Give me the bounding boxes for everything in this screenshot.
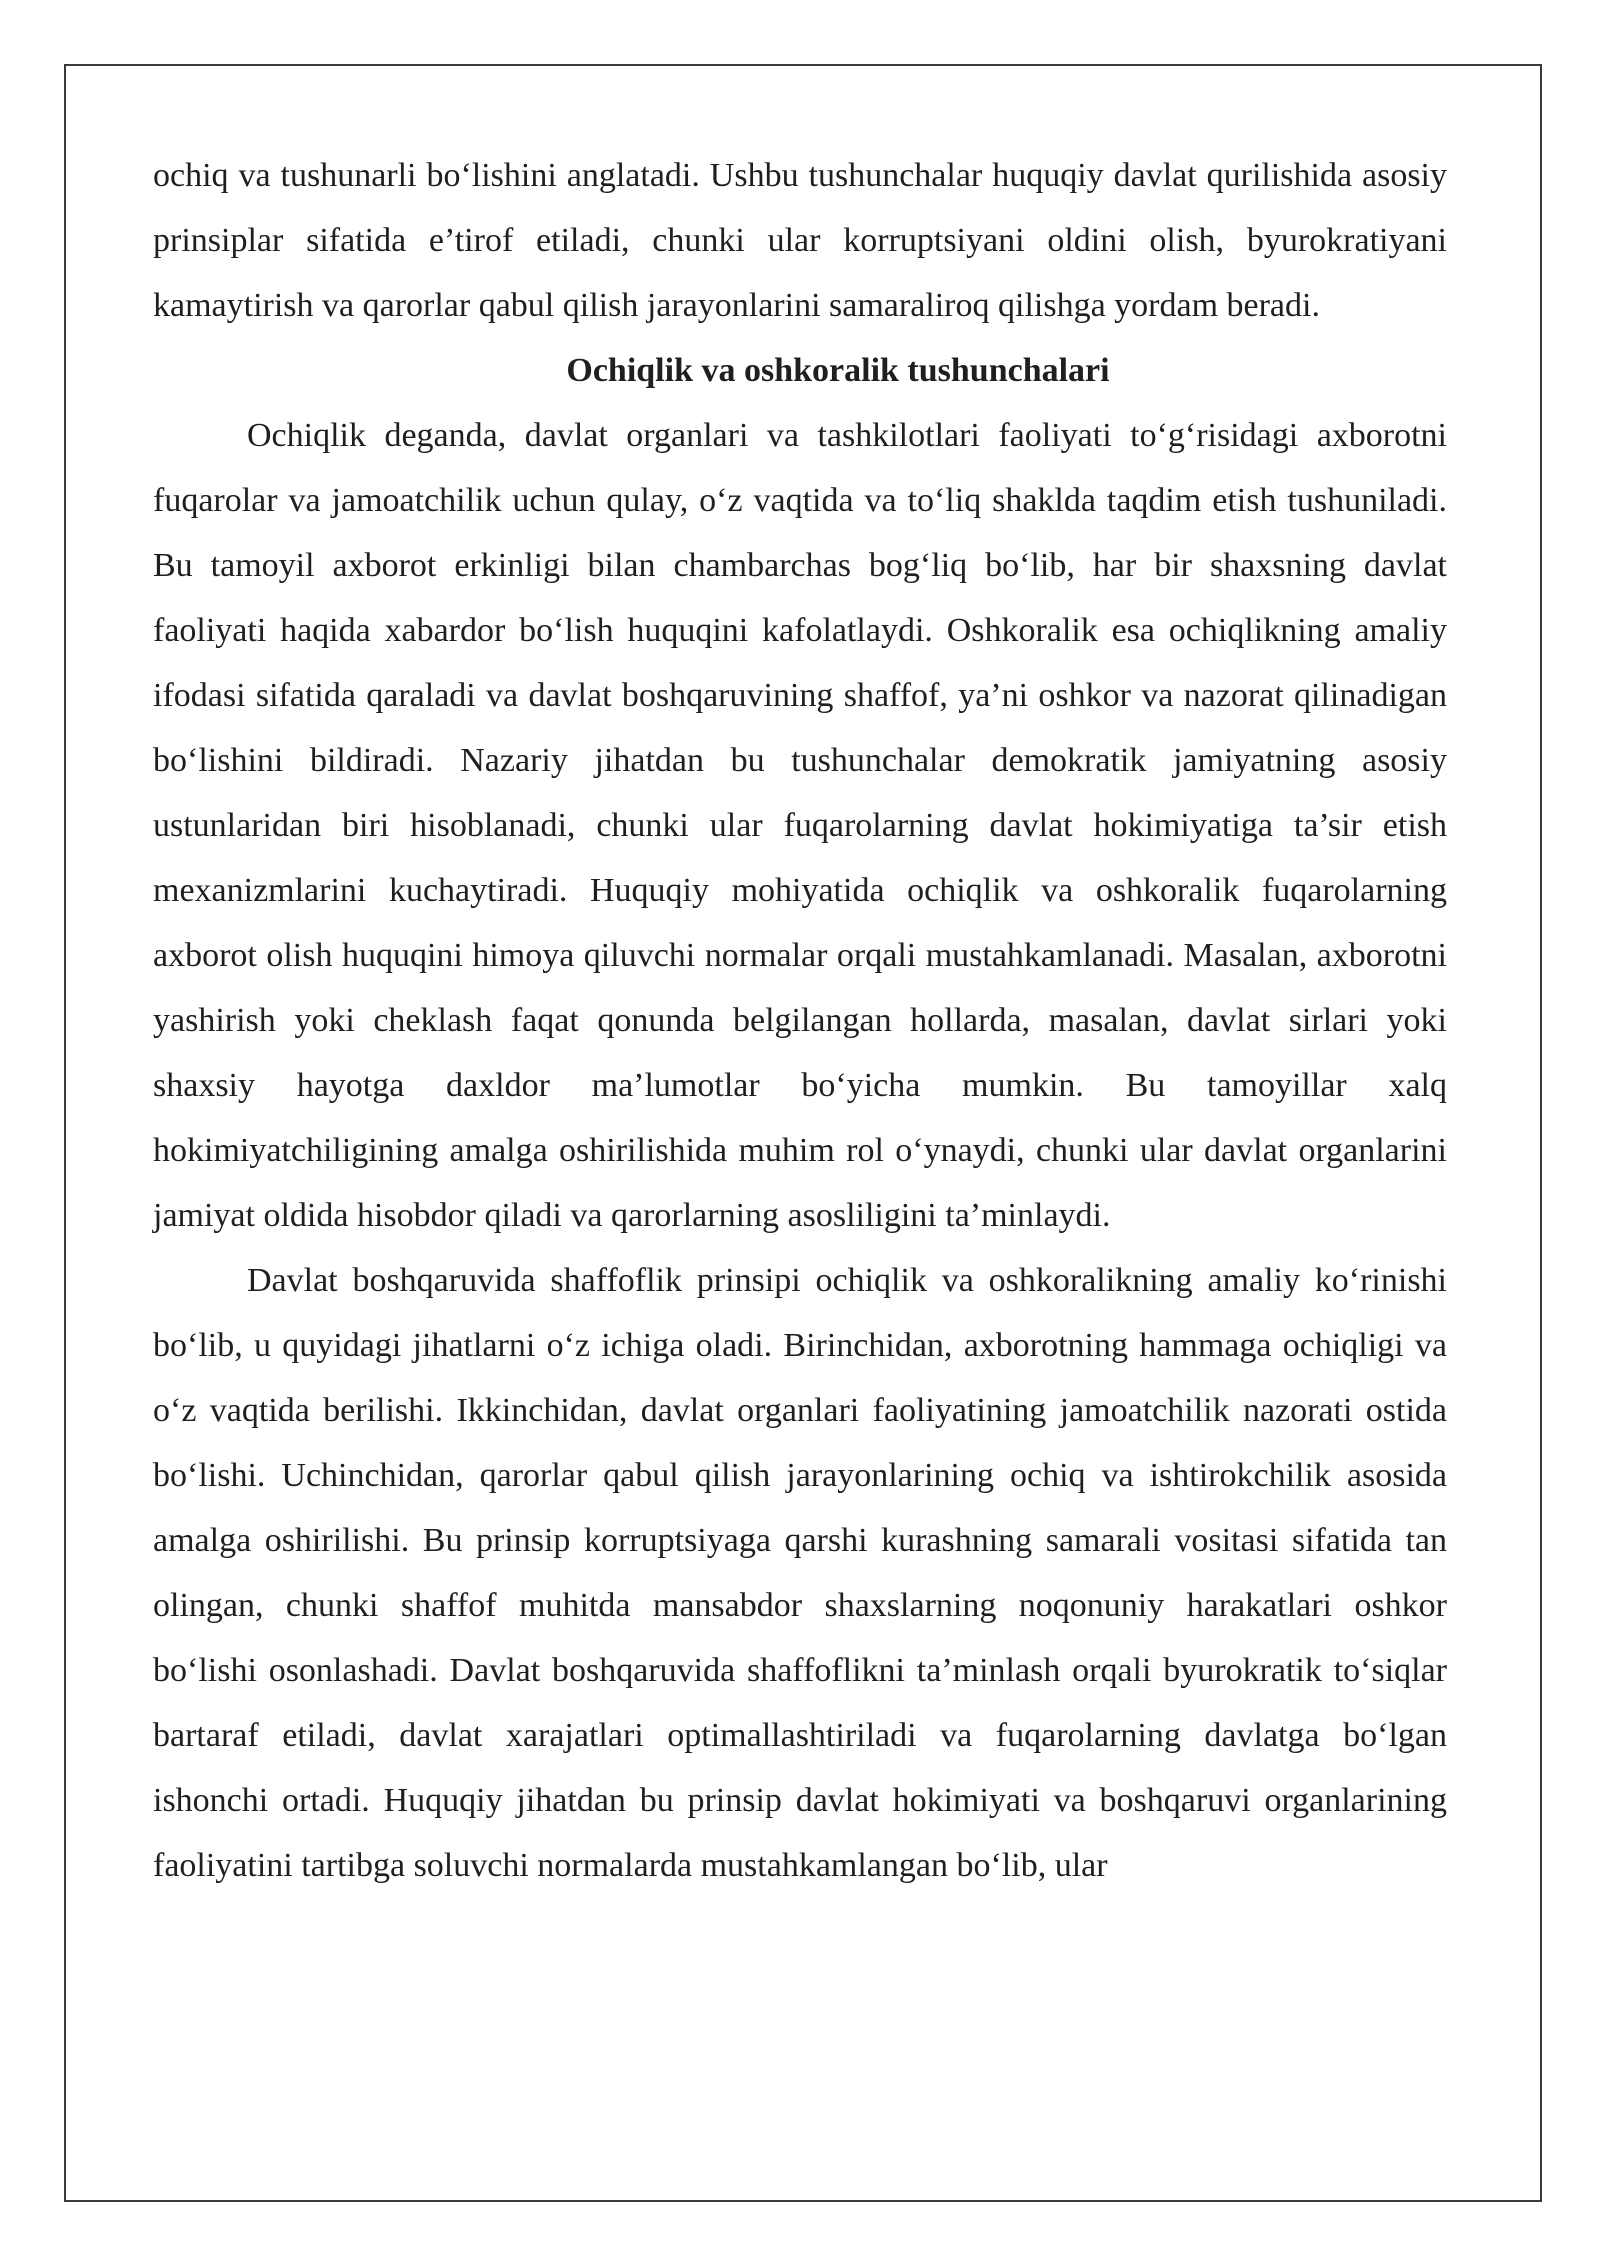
section-heading: Ochiqlik va oshkoralik tushunchalari	[566, 352, 1110, 389]
intro-paragraph: ochiq va tushunarli bo‘lishini anglatadi. Ushbu tushunchalar huquqiy davlat qurilishida asosiy prinsiplar sifatida e’tirof etiladi, chunki ular korruptsiyani oldini olish, byurokratiyani kamaytirish va qarorlar qabul qilish jarayonlarini samaraliroq qilishga yordam beradi.	[153, 157, 1447, 324]
document-body	[153, 143, 1447, 1898]
body-paragraph-1: Ochiqlik deganda, davlat organlari va tashkilotlari faoliyati to‘g‘risidagi axborotni fuqarolar va jamoatchilik uchun qulay, o‘z vaqtida va to‘liq shaklda taqdim etish tushuniladi. Bu tamoyil axborot erkinligi bilan chambarchas bog‘liq bo‘lib, har bir shaxsning davlat faoliyati haqida xabardor bo‘lish huquqini kafolatlaydi. Oshkoralik esa ochiqlikning amaliy ifodasi sifatida qaraladi va davlat boshqaruvining shaffof, ya’ni oshkor va nazorat qilinadigan bo‘lishini bildiradi. Nazariy jihatdan bu tushunchalar demokratik jamiyatning asosiy ustunlaridan biri hisoblanadi, chunki ular fuqarolarning davlat hokimiyatiga ta’sir etish mexanizmlarini kuchaytiradi. Huquqiy mohiyatida ochiqlik va oshkoralik fuqarolarning axborot olish huquqini himoya qiluvchi normalar orqali mustahkamlanadi. Masalan, axborotni yashirish yoki cheklash faqat qonunda belgilangan hollarda, masalan, davlat sirlari yoki shaxsiy hayotga daxldor ma’lumotlar bo‘yicha mumkin. Bu tamoyillar xalq hokimiyatchiligining amalga oshirilishida muhim rol o‘ynaydi, chunki ular davlat organlarini jamiyat oldida hisobdor qiladi va qarorlarning asosliligini ta’minlaydi.	[153, 417, 1447, 1234]
body-paragraph-2: Davlat boshqaruvida shaffoflik prinsipi ochiqlik va oshkoralikning amaliy ko‘rinishi bo‘lib, u quyidagi jihatlarni o‘z ichiga oladi. Birinchidan, axborotning hammaga ochiqligi va o‘z vaqtida berilishi. Ikkinchidan, davlat organlari faoliyatining jamoatchilik nazorati ostida bo‘lishi. Uchinchidan, qarorlar qabul qilish jarayonlarining ochiq va ishtirokchilik asosida amalga oshirilishi. Bu prinsip korruptsiyaga qarshi kurashning samarali vositasi sifatida tan olingan, chunki shaffof muhitda mansabdor shaxslarning noqonuniy harakatlari oshkor bo‘lishi osonlashadi. Davlat boshqaruvida shaffoflikni ta’minlash orqali byurokratik to‘siqlar bartaraf etiladi, davlat xarajatlari optimallashtiriladi va fuqarolarning davlatga bo‘lgan ishonchi ortadi. Huquqiy jihatdan bu prinsip davlat hokimiyati va boshqaruvi organlarining faoliyatini tartibga soluvchi normalarda mustahkamlangan bo‘lib, ular	[153, 1262, 1447, 1884]
